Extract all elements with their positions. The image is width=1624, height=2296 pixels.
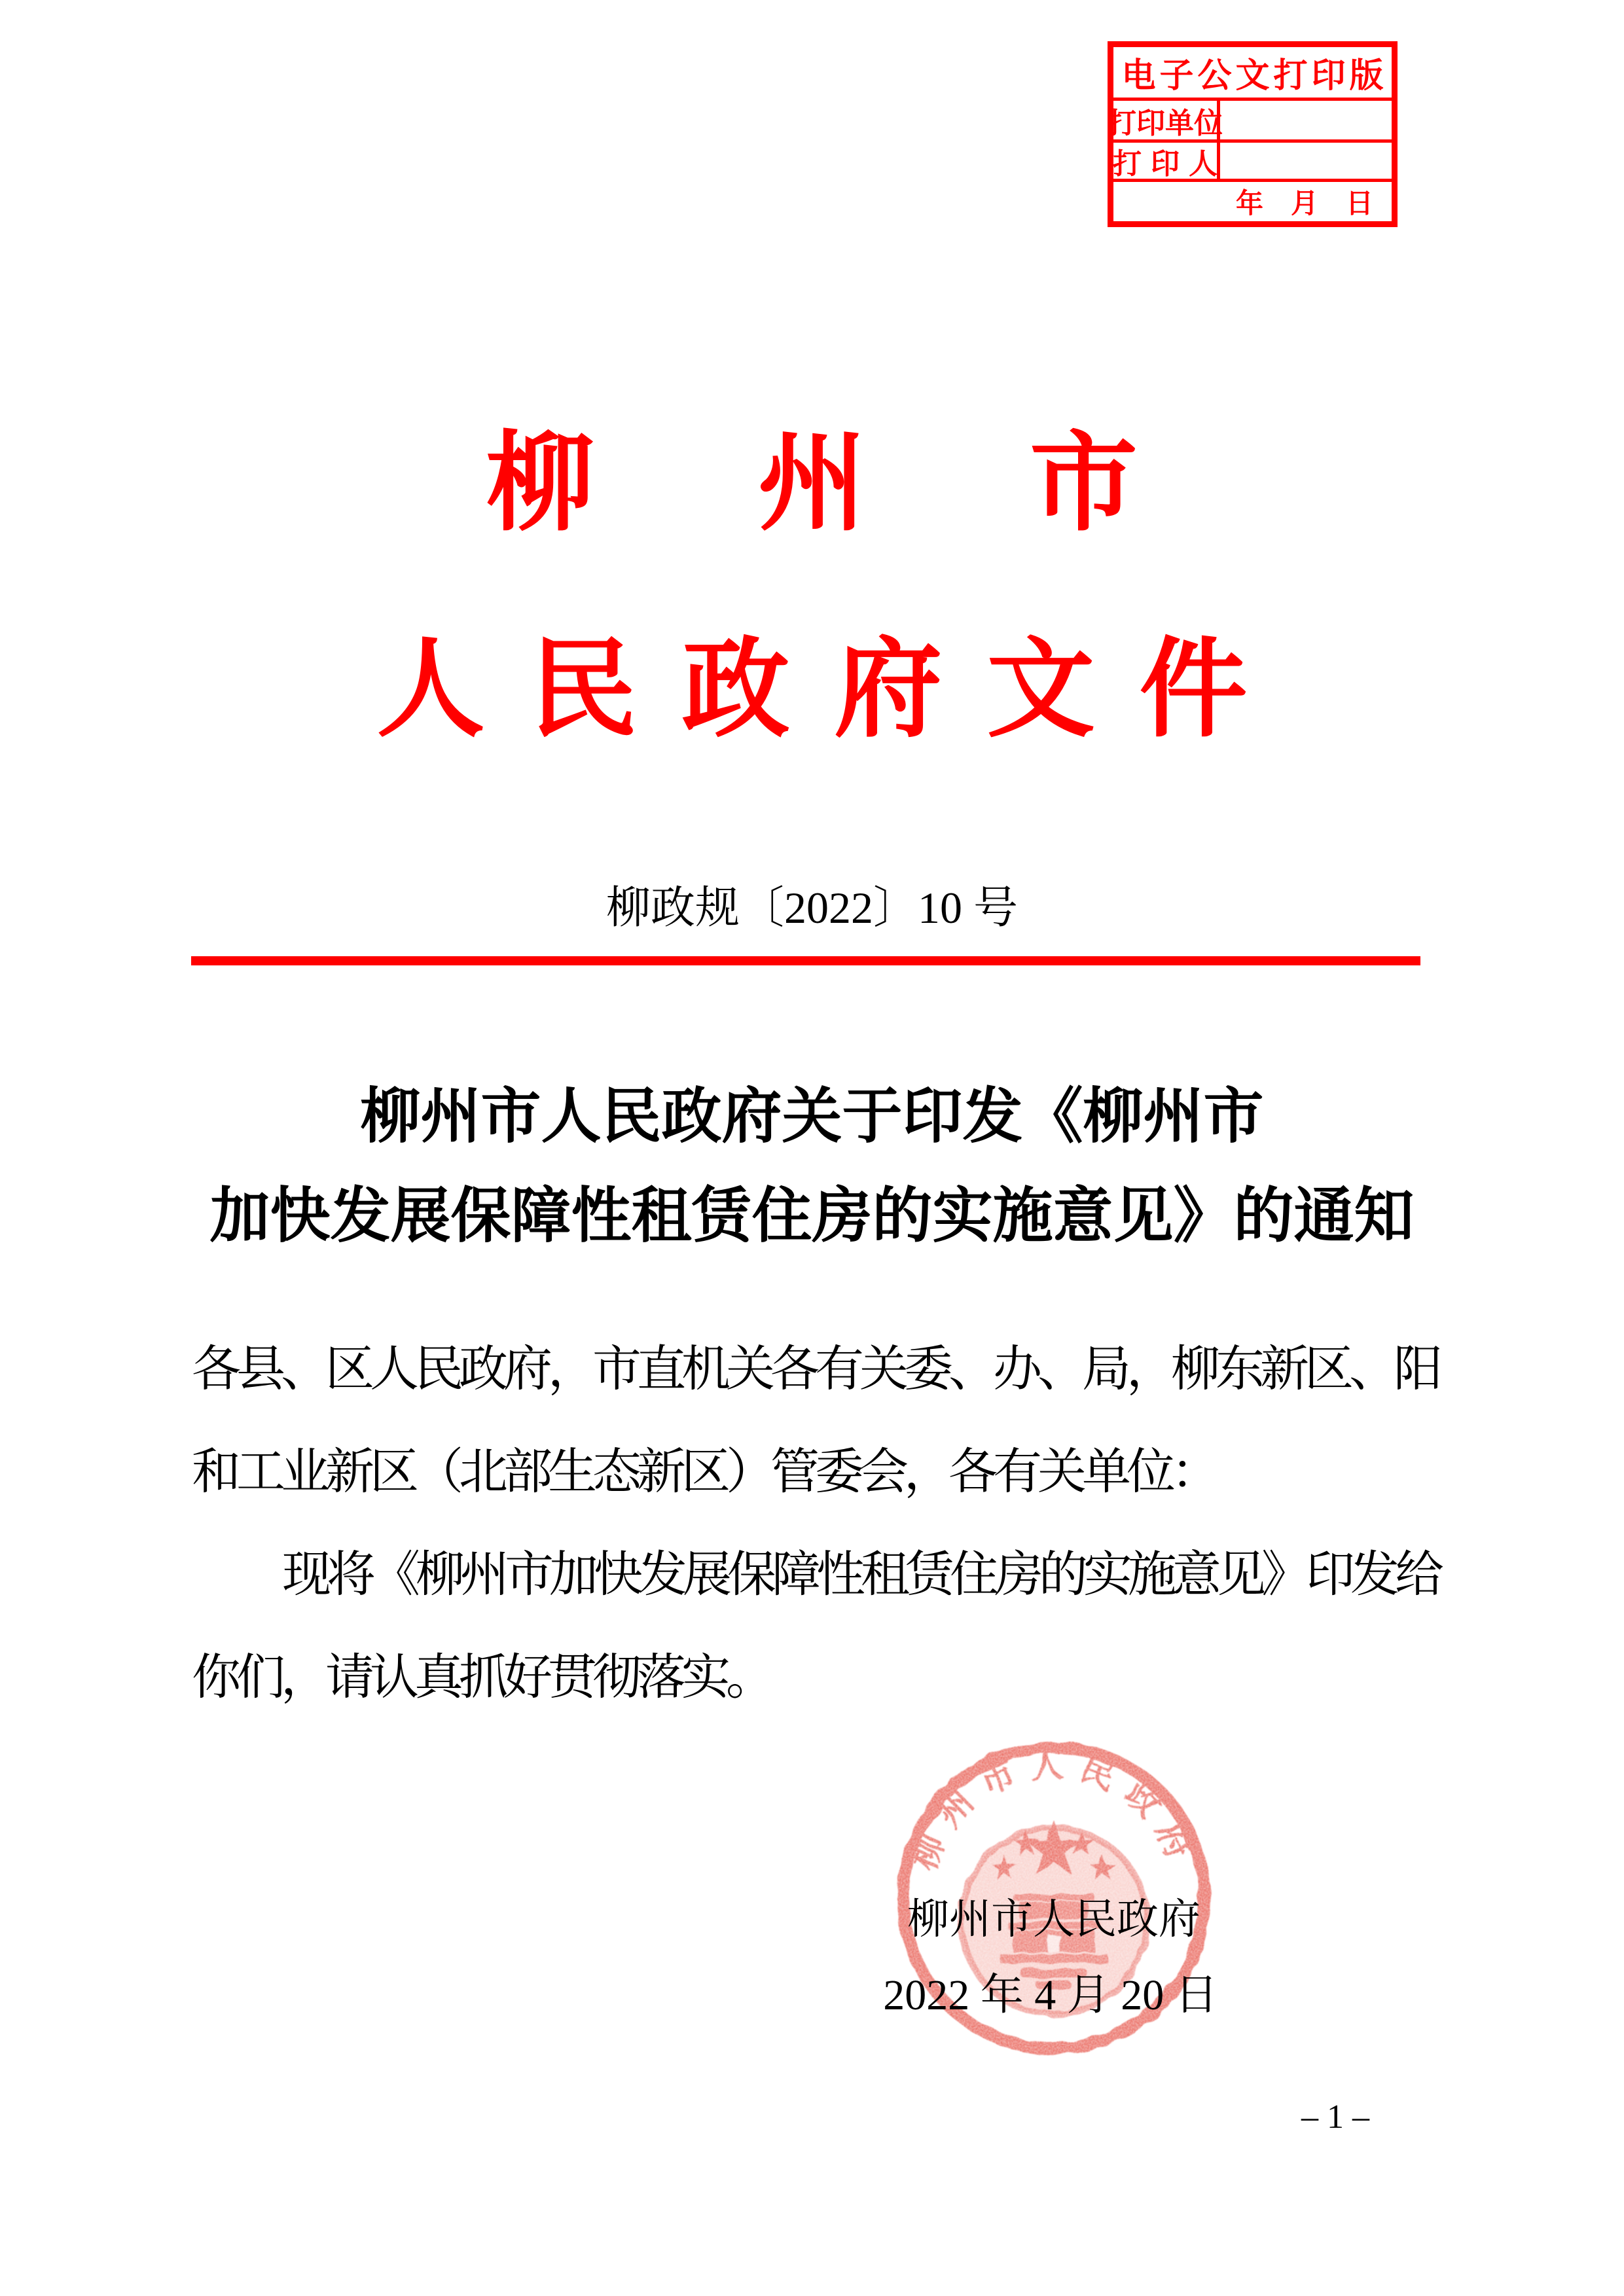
letterhead-city: 柳州市 <box>486 424 1301 544</box>
electronic-print-box <box>1108 41 1398 227</box>
document-body <box>192 1318 1455 1729</box>
body-line: 你们，请认真抓好贯彻落实。 <box>192 1651 771 1705</box>
document-title-line2: 加快发展保障性租赁住房的实施意见》的通知 <box>209 1183 1415 1249</box>
issuer-signature: 柳州市人民政府 <box>907 1896 1200 1943</box>
print-box-title: 电子公文打印版 <box>1113 47 1392 101</box>
red-divider-rule <box>191 956 1420 965</box>
seal-ring-text: 柳州市人民政府 <box>906 1748 1202 1876</box>
print-date-blanks: 年 月 日 <box>1235 189 1373 219</box>
document-number: 柳政规〔2022〕10 号 <box>605 883 1018 933</box>
print-unit-value <box>1220 101 1392 143</box>
issue-date: 2022 年 4 月 20 日 <box>883 1971 1218 2019</box>
body-line: 各县、区人民政府，市直机关各有关委、办、局，柳东新区、阳 <box>192 1342 1439 1397</box>
body-line: 和工业新区（北部生态新区）管委会，各有关单位： <box>192 1445 1216 1499</box>
body-line: 现将《柳州市加快发展保障性租赁住房的实施意见》印发给 <box>282 1548 1440 1602</box>
page-number: – 1 – <box>1301 2098 1369 2136</box>
print-unit-label: 打印单位 <box>1113 101 1220 143</box>
print-person-label: 打印人 <box>1113 143 1220 182</box>
document-title <box>0 1067 1624 1266</box>
letterhead-government-document: 人民政府文件 <box>376 630 1292 750</box>
print-person-value <box>1220 143 1392 182</box>
document-title-line1: 柳州市人民政府关于印发《柳州市 <box>360 1083 1264 1150</box>
